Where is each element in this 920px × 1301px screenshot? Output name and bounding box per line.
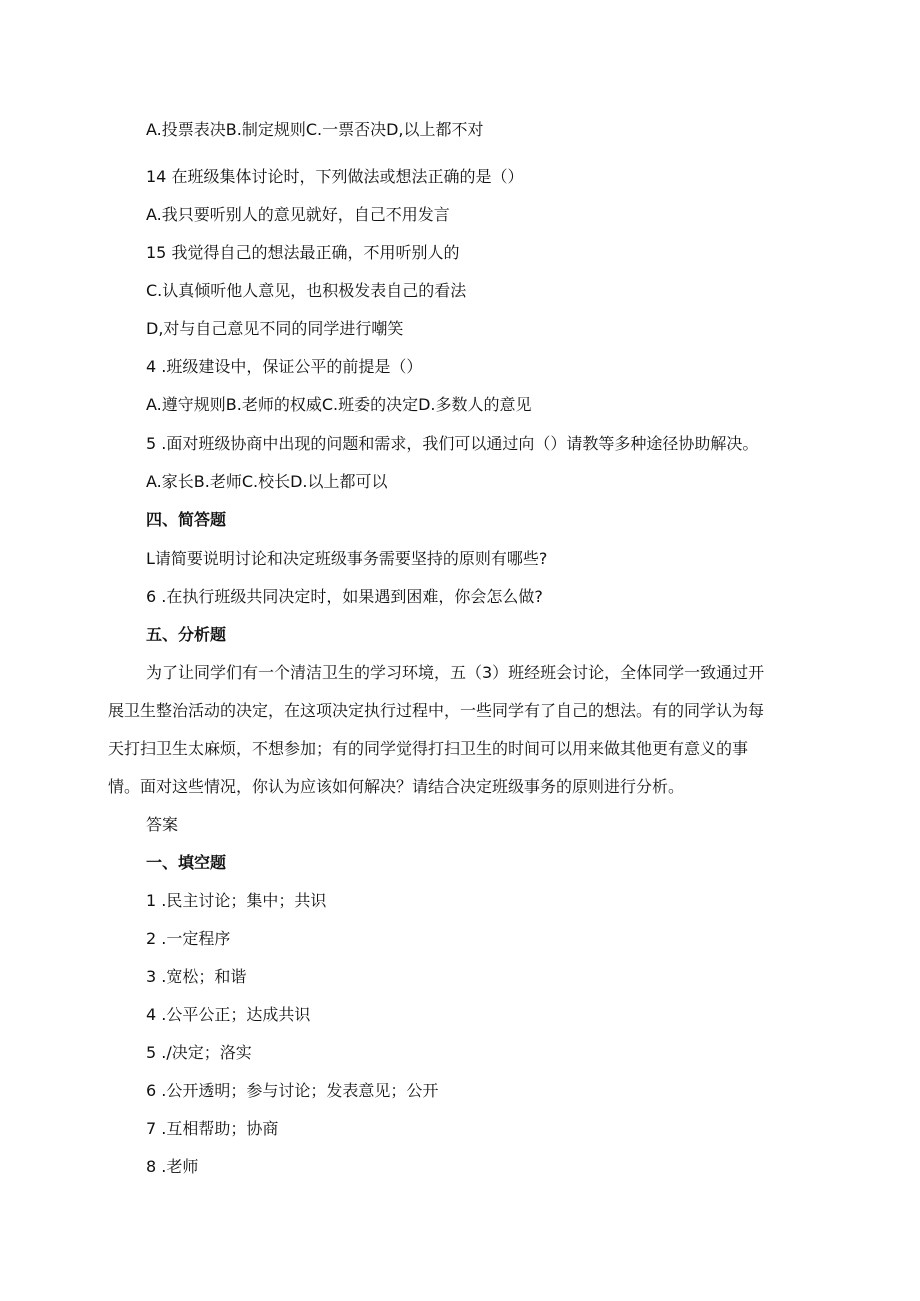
option-line-5: A.家长B.老师C.校长D.以上都可以 (146, 472, 388, 491)
short-answer-question-2: 6 .在执行班级共同决定时，如果遇到困难，你会怎么做? (146, 587, 543, 606)
answer-item-2: 2 .一定程序 (146, 929, 231, 948)
analysis-paragraph-line-2: 展卫生整治活动的决定，在这项决定执行过程中，一些同学有了自己的想法。有的同学认为每 (108, 701, 765, 720)
question-15: 15 我觉得自己的想法最正确，不用听别人的 (146, 243, 460, 262)
answer-item-5: 5 ./决定；洛实 (146, 1043, 252, 1062)
section-heading-short-answer: 四、简答题 (146, 510, 227, 529)
analysis-paragraph-line-1: 为了让同学们有一个清洁卫生的学习环境，五（3）班经班会讨论，全体同学一致通过开 (146, 663, 765, 682)
answers-heading-fill-blank: 一、填空题 (146, 853, 227, 872)
answer-item-7: 7 .互相帮助；协商 (146, 1119, 279, 1138)
option-line-15c: C.认真倾听他人意见，也积极发表自己的看法 (146, 281, 467, 300)
answer-item-3: 3 .宽松；和谐 (146, 967, 247, 986)
question-5: 5 .面对班级协商中出现的问题和需求，我们可以通过向（）请教等多种途径协助解决。 (146, 434, 759, 453)
answers-title: 答案 (146, 815, 179, 834)
answer-item-4: 4 .公平公正；达成共识 (146, 1005, 311, 1024)
option-line-15d: D,对与自己意见不同的同学进行嘲笑 (146, 319, 404, 338)
analysis-paragraph-line-4: 情。面对这些情况，你认为应该如何解决？请结合决定班级事务的原则进行分析。 (108, 777, 685, 796)
option-line-13: A.投票表决B.制定规则C.一票否决D,以上都不对 (146, 120, 484, 139)
question-14: 14 在班级集体讨论时，下列做法或想法正确的是（） (146, 167, 524, 186)
question-4: 4 .班级建设中，保证公平的前提是（） (146, 357, 423, 376)
section-heading-analysis: 五、分析题 (146, 625, 227, 644)
answer-item-1: 1 .民主讨论；集中；共识 (146, 891, 327, 910)
analysis-paragraph-line-3: 天打扫卫生太麻烦，不想参加；有的同学觉得打扫卫生的时间可以用来做其他更有意义的事 (108, 739, 749, 758)
answer-item-6: 6 .公开透明；参与讨论；发表意见；公开 (146, 1081, 439, 1100)
option-line-14a: A.我只要听别人的意见就好，自己不用发言 (146, 205, 450, 224)
short-answer-question-1: L请简要说明讨论和决定班级事务需要坚持的原则有哪些? (146, 549, 548, 568)
option-line-4: A.遵守规则B.老师的权威C.班委的决定D.多数人的意见 (146, 395, 532, 414)
answer-item-8: 8 .老师 (146, 1157, 199, 1176)
